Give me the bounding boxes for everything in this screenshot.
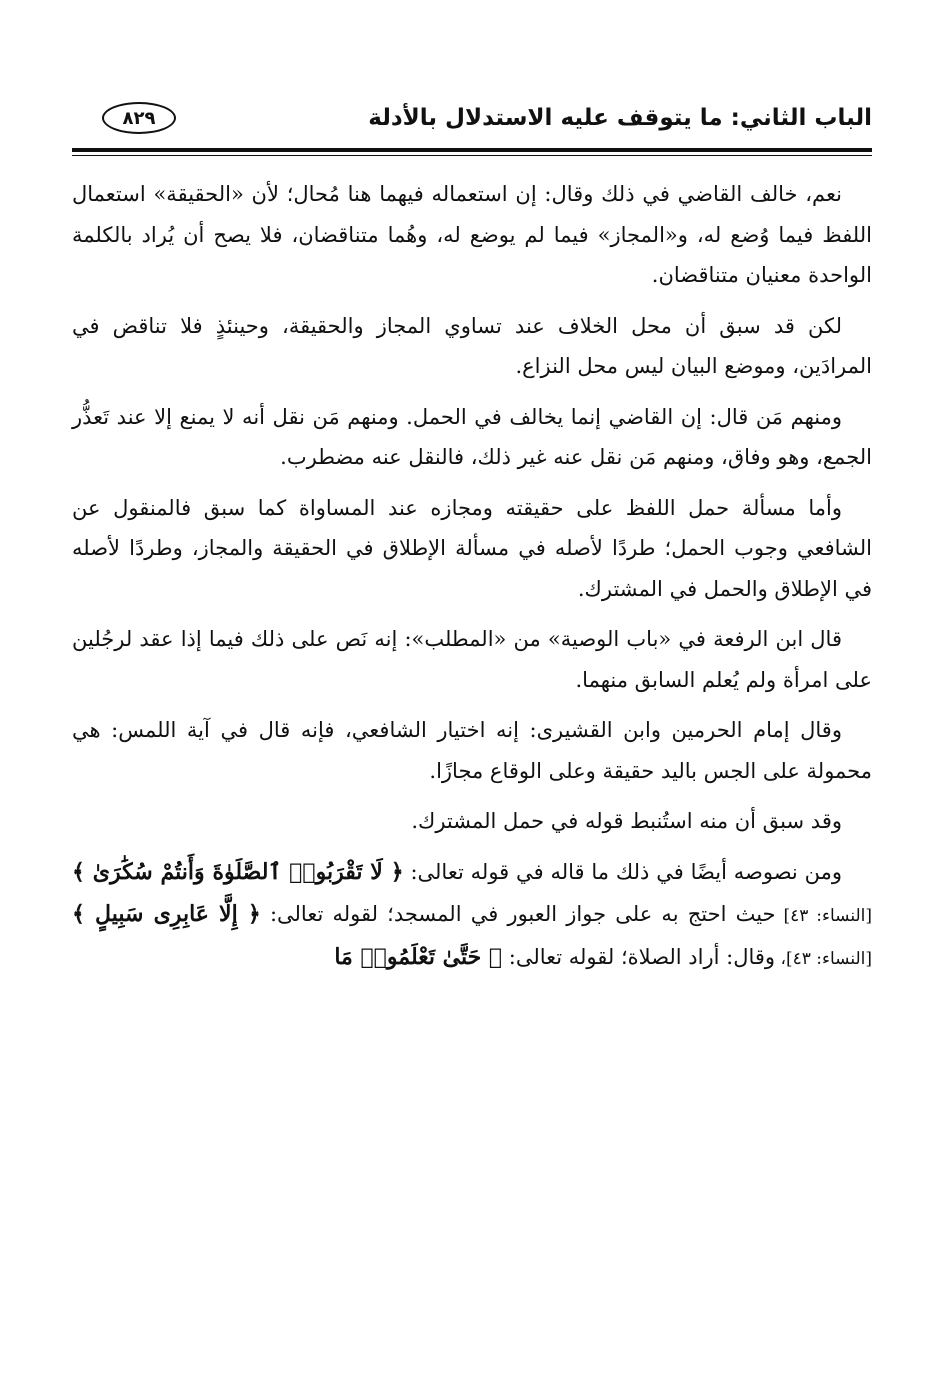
header-rule-thin xyxy=(72,155,872,156)
paragraph: وقال إمام الحرمين وابن القشيرى: إنه اختيار الشافعي، فإنه قال في آية اللمس: هي محمولة على الجس باليد حقيقة وعلى الوقاع مجازًا. xyxy=(72,718,872,783)
paragraph-lead: ومن نصوصه أيضًا في ذلك ما قاله في قوله تعالى: xyxy=(403,859,842,884)
body-text xyxy=(72,174,872,979)
paragraph-middle: حيث احتج به على جواز العبور في المسجد؛ لقوله تعالى: xyxy=(260,902,776,926)
paragraph: قال ابن الرفعة في «باب الوصية» من «المطلب»: إنه نَص على ذلك فيما إذا عقد لرجُلين على امرأة ولم يُعلم السابق منهما. xyxy=(72,627,872,692)
paragraph-tail: وقال: أراد الصلاة؛ لقوله تعالى: xyxy=(502,944,776,969)
page-header xyxy=(72,92,872,144)
page-number-badge: ٨٢٩ xyxy=(102,102,176,134)
paragraph-with-verses xyxy=(72,852,872,980)
paragraph: ومنهم مَن قال: إن القاضي إنما يخالف في الحمل. ومنهم مَن نقل أنه لا يمنع إلا عند تَعذُّر الجمع، وهو وفاق، ومنهم مَن نقل عنه غير ذلك، فالنقل عنه مضطرب. xyxy=(72,404,872,469)
quran-verse: ﴿ حَتَّىٰ تَعْلَمُوا۟ مَا xyxy=(334,943,503,970)
quran-verse: ﴿ إِلَّا عَابِرِى سَبِيلٍ ﴾ xyxy=(72,901,261,927)
verse-reference: [النساء: ٤٣] xyxy=(775,906,872,926)
verse-reference: [النساء: ٤٣]، xyxy=(775,948,872,969)
paragraph: وأما مسألة حمل اللفظ على حقيقته ومجازه عند المساواة كما سبق فالمنقول عن الشافعي وجوب الحمل؛ طردًا لأصله في مسألة الإطلاق في الحقيقة والمجاز، وطردًا لأصله في الإطلاق والحمل في المشترك. xyxy=(72,495,872,601)
running-head: الباب الثاني: ما يتوقف عليه الاستدلال بالأدلة xyxy=(368,105,872,131)
paragraph: نعم، خالف القاضي في ذلك وقال: إن استعماله فيهما هنا مُحال؛ لأن «الحقيقة» استعمال اللفظ فيما وُضع له، و«المجاز» فيما لم يوضع له، وهُما متناقضان، فلا يصح أن يُراد بالكلمة الواحدة معنيان متناقضان. xyxy=(72,182,872,287)
quran-verse: ﴿ لَا تَقْرَبُوا۟ ٱلصَّلَوٰةَ وَأَنتُمْ سُكَٰرَىٰ ﴾ xyxy=(72,858,404,885)
paragraph: وقد سبق أن منه استُنبط قوله في حمل المشترك. xyxy=(411,809,842,833)
header-rule-thick xyxy=(72,148,872,152)
document-page xyxy=(72,92,872,989)
paragraph: لكن قد سبق أن محل الخلاف عند تساوي المجاز والحقيقة، وحينئذٍ فلا تناقض في المرادَين، وموضع البيان ليس محل النزاع. xyxy=(72,313,872,378)
